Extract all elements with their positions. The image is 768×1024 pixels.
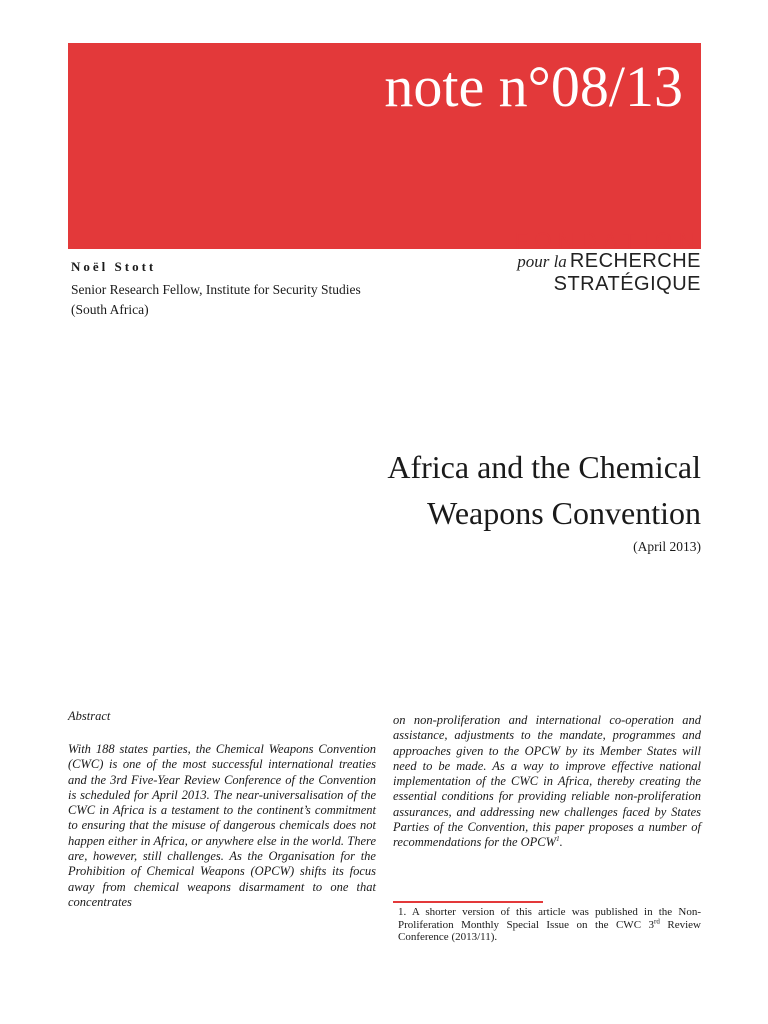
abstract-left-column <box>68 742 376 910</box>
title-line-2: Weapons Convention <box>427 495 701 531</box>
footnote <box>398 906 701 944</box>
footnote-sup: rd <box>654 916 660 925</box>
abstract-right-text: on non-proliferation and international co-operation and assistance, adjustments to the mandate, programmes and approaches given to the OPCW by its Member States will need to be made. As a way to improve effective national implementation of the CWC in Africa, thereby creating the essential conditions for providing reliable non-proliferation assurances, and addressing new challenges faced by States Parties of the Convention, this paper proposes a number of recommendations for the OPCW <box>393 713 701 850</box>
footnote-text: 1. A shorter version of this article was published in the Non-Proliferation Monthly Special Issue on the CWC 3 <box>398 906 701 931</box>
logo-strategique: STRATÉGIQUE <box>553 273 701 295</box>
logo-fondation: FONDATION <box>514 228 701 253</box>
logo-recherche: RECHERCHE <box>569 250 701 272</box>
abstract-left-text: With 188 states parties, the Chemical Weapons Convention (CWC) is one of the most successful international treaties and the 3rd Five-Year Review Conference of the Convention is scheduled for April 2013. The near-universalisation of the CWC in Africa is a testament to the continent’s commitment to ensuring that the misuse of dangerous chemicals does not happen either in Africa, or anywhere else in the world. There are, however, still challenges. As the Organisation for the Prohibition of Chemical Weapons (OPCW) shifts its focus away from chemical weapons disarmament to one that concentrates <box>68 742 376 909</box>
author-name: Noël Stott <box>71 259 157 274</box>
abstract-right-column <box>393 713 701 851</box>
logo-pour-la: pour la <box>517 252 567 271</box>
footnote-reference[interactable]: 1 <box>556 835 560 844</box>
footnote-divider <box>393 901 543 903</box>
note-number: note n°08/13 <box>384 54 683 119</box>
header-banner <box>68 43 701 249</box>
footnote-end: Review Conference (2013/11). <box>398 918 702 943</box>
abstract-label: Abstract <box>68 709 111 723</box>
author-role: Senior Research Fellow, Institute for Security Studies (South Africa) <box>71 282 361 317</box>
publication-date: (April 2013) <box>633 539 701 554</box>
document-title <box>281 444 701 536</box>
title-line-1: Africa and the Chemical <box>387 449 701 485</box>
abstract-right-end: . <box>559 835 563 850</box>
frs-logo <box>470 229 705 299</box>
